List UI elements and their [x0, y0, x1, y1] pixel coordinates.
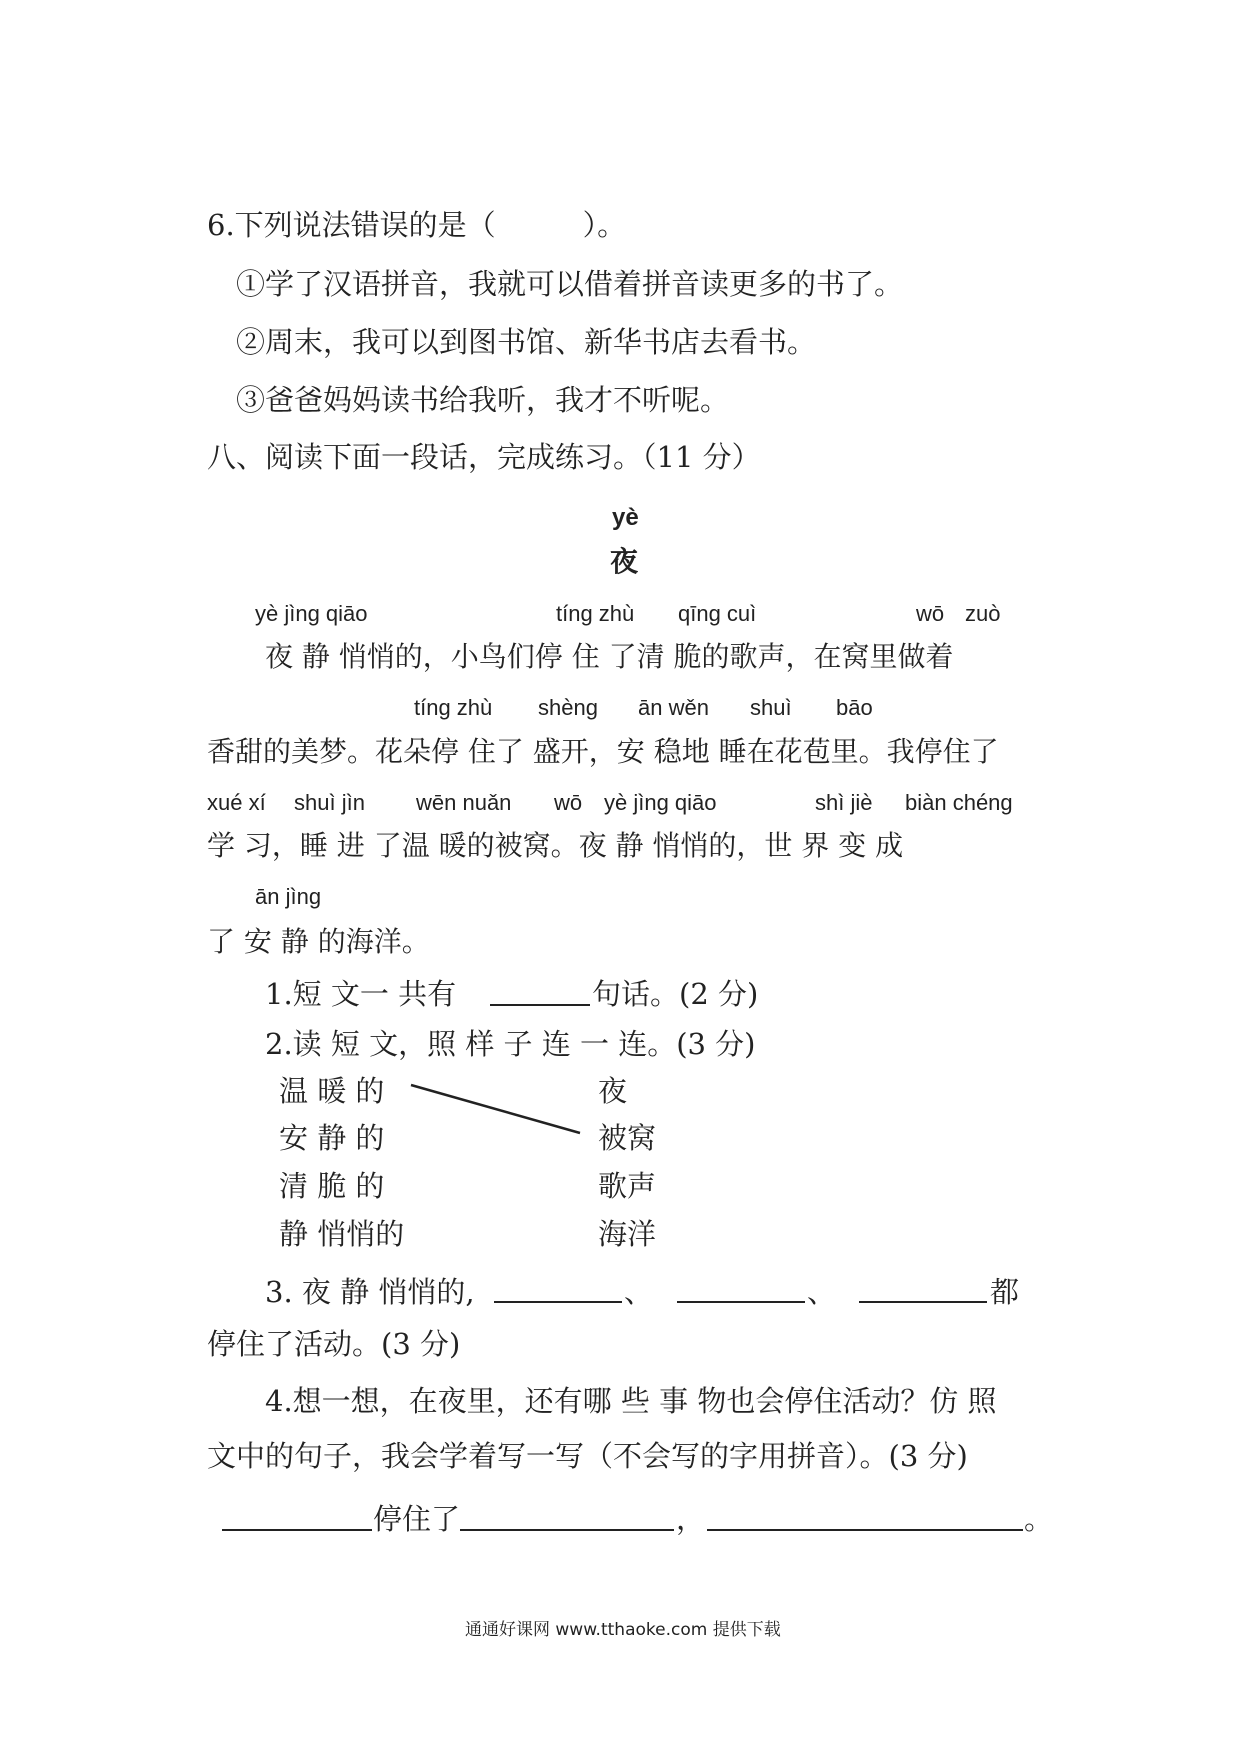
q3-blank-2[interactable]: [677, 1301, 805, 1303]
pinyin-2b: shèng: [538, 695, 598, 720]
match-right-4[interactable]: 海洋: [598, 1217, 657, 1251]
section-heading: 八、阅读下面一段话，完成练习。（11 分）: [207, 440, 761, 474]
q4-blank-2[interactable]: [460, 1529, 674, 1531]
match-right-1[interactable]: 夜: [598, 1074, 628, 1108]
pinyin-3c: wēn nuǎn: [416, 790, 512, 815]
pinyin-3g: biàn chéng: [905, 790, 1013, 815]
match-left-3[interactable]: 清 脆 的: [279, 1169, 385, 1203]
q3-text-line-2: 停住了活动。(3 分): [207, 1327, 461, 1361]
pinyin-2e: bāo: [836, 695, 873, 720]
passage-line-1: 夜 静 悄悄的，小鸟们停 住 了清 脆的歌声，在窝里做着: [265, 640, 954, 673]
pinyin-1d: wō: [916, 601, 945, 626]
pinyin-3d: wō: [554, 790, 583, 815]
q6-option-1: ①学了汉语拼音，我就可以借着拼音读更多的书了。: [236, 267, 904, 301]
pinyin-2c: ān wěn: [638, 695, 709, 720]
pinyin-1c: qīng cuì: [678, 601, 757, 626]
match-right-2[interactable]: 被窝: [598, 1121, 657, 1155]
q2-prompt: 2.读 短 文，照 样 子 连 一 连。(3 分): [265, 1027, 756, 1061]
q3-text-after: 都: [990, 1275, 1020, 1309]
match-left-1[interactable]: 温 暖 的: [279, 1074, 385, 1108]
pinyin-3a: xué xí: [207, 790, 266, 815]
q4-text-line-2: 文中的句子，我会学着写一写（不会写的字用拼音）。(3 分): [207, 1439, 968, 1473]
pinyin-3e: yè jìng qiāo: [604, 790, 717, 815]
q6-question: 6.下列说法错误的是（ ）。: [207, 208, 627, 242]
q6-option-2: ②周末，我可以到图书馆、新华书店去看书。: [236, 325, 817, 359]
pinyin-1e: zuò: [965, 601, 1001, 626]
pinyin-4a: ān jìng: [255, 884, 322, 909]
q4-text-mid: 停住了: [373, 1502, 461, 1536]
q4-comma: ，: [676, 1502, 706, 1536]
q6-option-3: ③爸爸妈妈读书给我听，我才不听呢。: [236, 383, 730, 417]
match-left-2[interactable]: 安 静 的: [279, 1121, 385, 1155]
pinyin-3f: shì jiè: [815, 790, 873, 815]
q1-text-after: 句话。(2 分): [592, 977, 759, 1011]
q4-blank-1[interactable]: [222, 1529, 372, 1531]
q3-blank-1[interactable]: [494, 1301, 622, 1303]
match-right-3[interactable]: 歌声: [598, 1169, 657, 1203]
q1-text-before: 1.短 文一 共有: [265, 977, 457, 1011]
passage-line-3: 学 习，睡 进 了温 暖的被窝。夜 静 悄悄的，世 界 变 成: [207, 829, 904, 862]
passage-line-2: 香甜的美梦。花朵停 住了 盛开，安 稳地 睡在花苞里。我停住了: [207, 735, 999, 768]
q4-period: 。: [1024, 1502, 1054, 1536]
q3-text-before: 3. 夜 静 悄悄的,: [265, 1275, 475, 1309]
footer-watermark: 通通好课网 www.tthaoke.com 提供下载: [465, 1620, 781, 1640]
q3-separator-2: 、: [807, 1275, 837, 1309]
pinyin-2d: shuì: [750, 695, 792, 720]
match-left-4[interactable]: 静 悄悄的: [279, 1217, 405, 1251]
q3-separator-1: 、: [624, 1275, 654, 1309]
pinyin-1a: yè jìng qiāo: [255, 601, 368, 626]
passage-title: 夜: [610, 545, 639, 578]
pinyin-1b: tíng zhù: [556, 601, 635, 626]
passage-line-4: 了 安 静 的海洋。: [207, 925, 430, 958]
pinyin-2a: tíng zhù: [414, 695, 493, 720]
example-connector-line-segment: [411, 1085, 580, 1133]
title-pinyin: yè: [612, 504, 639, 531]
q4-text-line-1: 4.想一想，在夜里，还有哪 些 事 物也会停住活动？仿 照: [265, 1384, 997, 1418]
q3-blank-3[interactable]: [859, 1301, 987, 1303]
q4-blank-3[interactable]: [707, 1529, 1023, 1531]
pinyin-3b: shuì jìn: [294, 790, 365, 815]
